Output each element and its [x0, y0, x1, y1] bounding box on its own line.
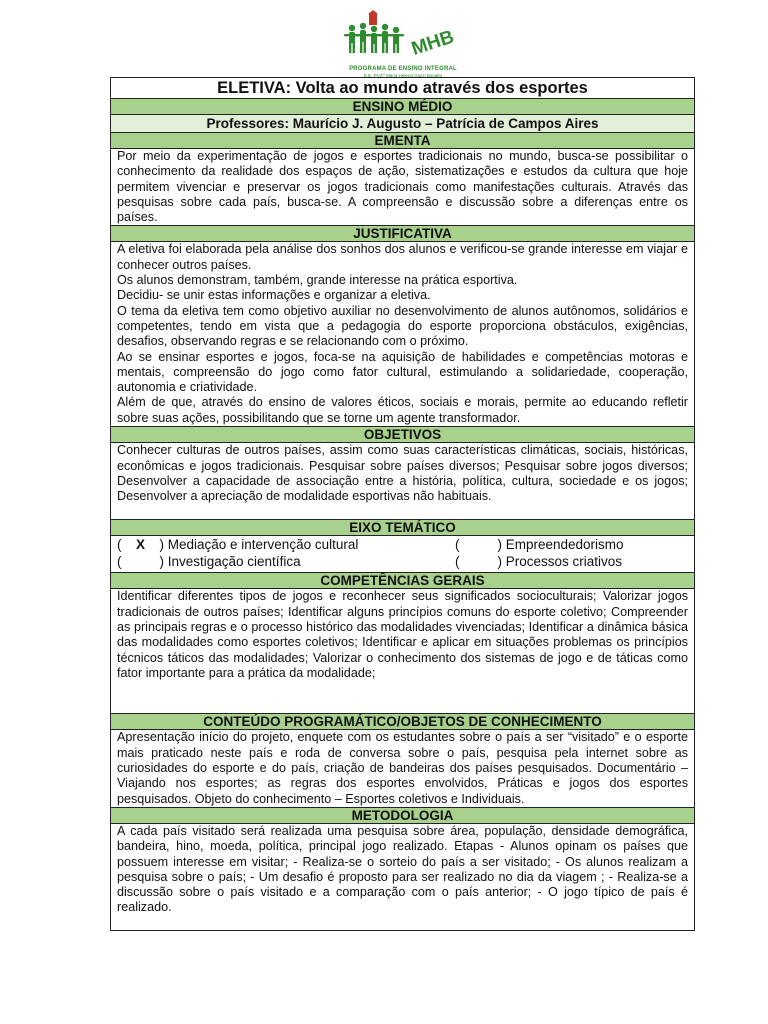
objetivos-heading: OBJETIVOS [111, 427, 695, 443]
eixo-checkbox-mediacao[interactable]: X [135, 537, 145, 553]
eixo-options: ( X ) Mediação e intervenção cultural ( ) Empreendedorismo ( ) Investigação científica ( ) Processos criativos [111, 536, 695, 573]
justificativa-paragraph: O tema da eletiva tem como objetivo auxiliar no desenvolvimento de alunos autônomos, solidários e competentes, tendo em vista que a pedagogia do esporte proporciona obstáculos, exigências, desafios, observando regras e se relacionando com o próximo. [117, 303, 688, 349]
justificativa-text [111, 242, 695, 427]
metodologia-heading: METODOLOGIA [111, 807, 695, 823]
justificativa-paragraph: Decidiu- se unir estas informações e organizar a eletiva. [117, 288, 431, 303]
elective-form-table [110, 77, 695, 931]
justificativa-paragraph: Os alunos demonstram, também, grande interesse na prática esportiva. [117, 273, 518, 288]
justificativa-heading: JUSTIFICATIVA [111, 226, 695, 242]
conteudo-heading: CONTEÚDO PROGRAMÁTICO/OBJETOS DE CONHECIMENTO [111, 714, 695, 730]
metodologia-text [111, 823, 695, 930]
ementa-paragraph: Por meio da experimentação de jogos e esportes tradicionais no mundo, busca-se possibilitar o conhecimento da realidade dos espaços de ação, sistematizações e estudos da cultura que hoje permitem vivenciar e preservar os jogos tradicionais como manifestações culturais. Através das pesquisas sobre cada país, busca-se. A compreensão e discussão sobre a diferenças entre os países. [117, 149, 688, 225]
metodologia-paragraph: A cada país visitado será realizada uma pesquisa sobre área, população, densidade demográfica, bandeira, hino, moeda, política, principal jogo realizado. Etapas - Alunos opinam os países que possuem interesse em visitar; - Realiza-se o sorteio do país a ser visitado; - Os alunos realizam a pesquisa sobre o país; - Um desafio é proposto para ser realizado no dia da viagem ; - Realiza-se a discussão sobre o país visitado e a comparação com o país anterior; - O jogo típico de país é realizado. [117, 823, 688, 915]
logo-figures-icon [338, 10, 468, 66]
conteudo-paragraph: Apresentação início do projeto, enquete com os estudantes sobre o país a ser “visitado” e o esporte mais praticado neste país e roda de conversa sobre o país, pesquisa pela internet sobre as curiosidades do esporte e do país, criação de bandeiras dos países pesquisados. Documentário – Viajando nos esportes; as regras dos esportes envolvidos, Práticas e jogos dos esportes pesquisados. Objeto do conhecimento – Esportes coletivos e Individuais. [117, 730, 688, 806]
logo-school-name: E.E. Prof.ª Maria Helena Gazzi Bonalto [363, 73, 443, 78]
conteudo-text [111, 730, 695, 807]
eixo-option-label: ) Empreendedorismo [497, 537, 624, 553]
eixo-option-label: ) Processos criativos [497, 554, 623, 570]
page-title: ELETIVA: Volta ao mundo através dos esportes [111, 78, 695, 99]
eixo-heading: EIXO TEMÁTICO [111, 520, 695, 536]
level-heading: ENSINO MÉDIO [111, 99, 695, 115]
ementa-text [111, 149, 695, 226]
justificativa-paragraph: Além de que, através do ensino de valores éticos, sociais e morais, permite ao educando refletir sobre suas ações, possibilitando que se torne um agente transformador. [117, 395, 688, 425]
justificativa-paragraph: Ao se ensinar esportes e jogos, foca-se na aquisição de habilidades e competências motoras e mentais, compreensão do jogo como fator cultural, estimulando a solidariedade, cooperação, autonomia e criatividade. [117, 349, 688, 395]
eixo-option-label: ) Investigação científica [159, 554, 301, 570]
objetivos-paragraph: Conhecer culturas de outros países, assim como suas características climáticas, sociais, históricas, econômicas e jogos tradicionais. Pesquisar sobre países diversos; Pesquisar sobre jogos diversos; Desenvolver a capacidade de associação entre a história, política, cultura, sociedade e os jogos; Desenvolver a apreciação de modalidade esportivas não habituais. [117, 443, 688, 504]
competencias-heading: COMPETÊNCIAS GERAIS [111, 573, 695, 589]
school-logo [338, 10, 468, 76]
justificativa-paragraph: A eletiva foi elaborada pela análise dos sonhos dos alunos e verificou-se grande interesse em viajar e conhecer outros países. [117, 242, 688, 272]
logo-program-name: PROGRAMA DE ENSINO INTEGRAL [349, 66, 457, 72]
competencias-paragraph: Identificar diferentes tipos de jogos e reconhecer seus significados socioculturais; Valorizar jogos tradicionais de outros países; Identificar alguns princípios comuns do esporte coletivo; Compreender as principais regras e o processo histórico das modalidades vivenciadas; Identificar a dinâmica básica das modalidades como esportes coletivos; Identificar e aplicar em situações problemas os princípios técnicos táticos das modalidades; Valorizar o conhecimento dos sistemas de jogo e de táticas como fator importante para a prática da modalidade; [117, 589, 688, 680]
ementa-heading: EMENTA [111, 133, 695, 149]
eixo-option-label: ) Mediação e intervenção cultural [159, 537, 359, 553]
objetivos-text [111, 443, 695, 520]
competencias-text [111, 589, 695, 714]
logo-mark: MHB [409, 26, 457, 60]
professors-line: Professores: Maurício J. Augusto – Patrícia de Campos Aires [111, 115, 695, 133]
